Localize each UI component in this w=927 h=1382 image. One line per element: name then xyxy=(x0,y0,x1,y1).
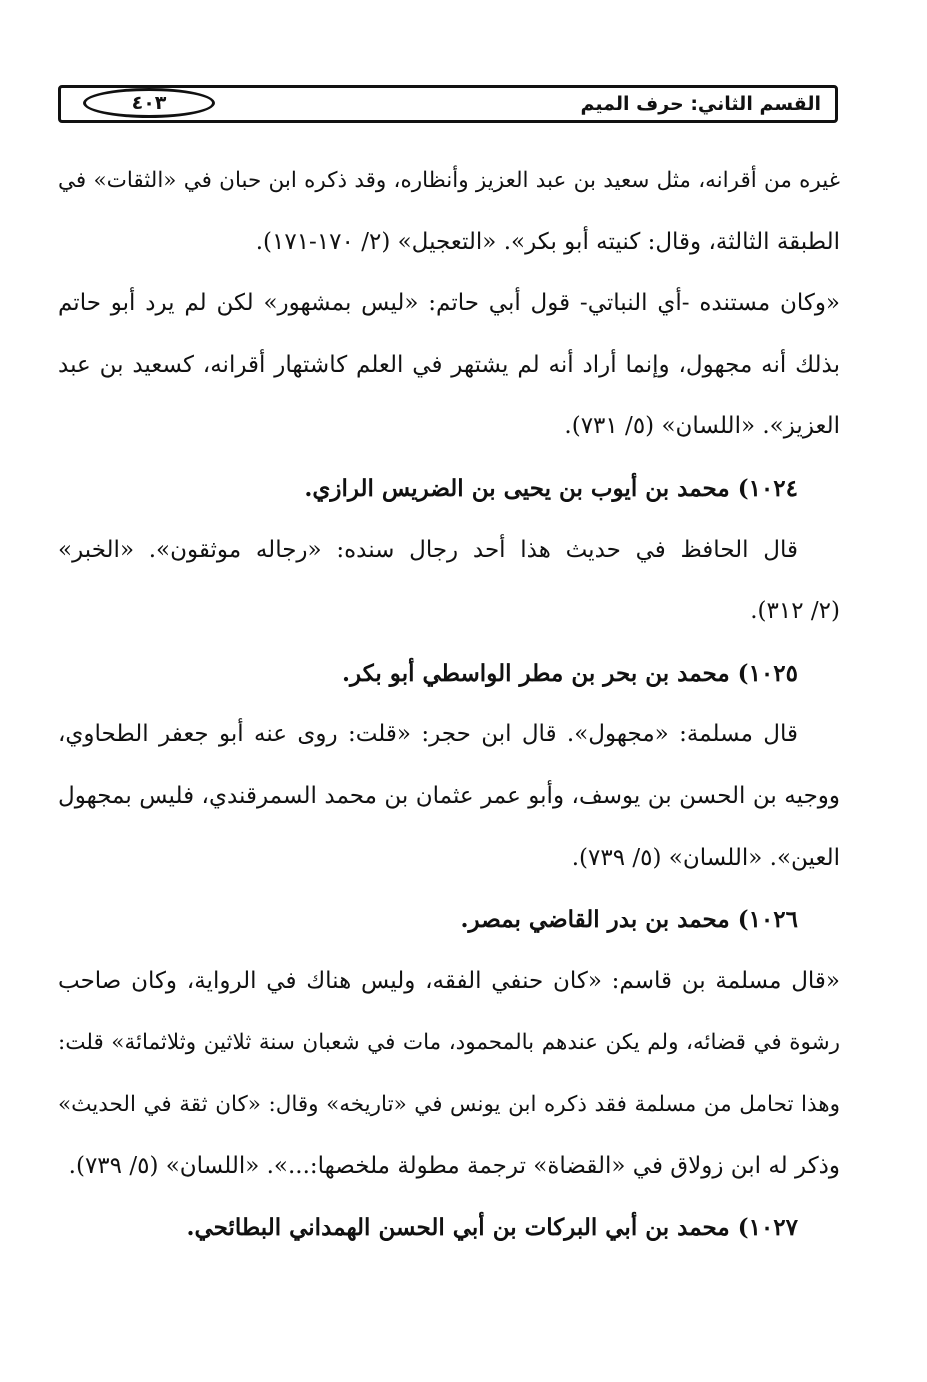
text-line: (٢/ ٣١٢). xyxy=(750,598,840,625)
text-line: «وكان مستنده -أي النباتي- قول أبي حاتم: «ليس بمشهور» لكن لم يرد أبو حاتم xyxy=(58,290,840,317)
text-line: العين». «اللسان» (٥/ ٧٣٩). xyxy=(571,844,840,871)
page-number-badge: ٤٠٣ xyxy=(83,88,215,118)
text-line: غيره من أقرانه، مثل سعيد بن عبد العزيز وأنظاره، وقد ذكره ابن حبان في «الثقات» في xyxy=(58,168,840,193)
text-line: الطبقة الثالثة، وقال: كنيته أبو بكر». «التعجيل» (٢/ ١٧٠-١٧١). xyxy=(255,228,840,255)
text-line: رشوة في قضائه، ولم يكن عندهم بالمحمود، مات في شعبان سنة ثلاثين وثلاثمائة» قلت: xyxy=(58,1030,840,1056)
page-body-text xyxy=(58,150,840,1259)
text-line: ووجيه بن الحسن بن يوسف، وأبو عمر عثمان بن محمد السمرقندي، فليس بمجهول xyxy=(58,782,840,809)
page-header xyxy=(58,85,838,123)
text-line: قال الحافظ في حديث هذا أحد رجال سنده: «رجاله موثقون». «الخبر» xyxy=(58,536,798,563)
text-line: «قال مسلمة بن قاسم: «كان حنفي الفقه، وليس هناك في الرواية، وكان صاحب xyxy=(58,967,840,994)
text-line: قال مسلمة: «مجهول». قال ابن حجر: «قلت: روى عنه أبو جعفر الطحاوي، xyxy=(58,721,798,748)
text-line: وهذا تحامل من مسلمة فقد ذكره ابن يونس في «تاريخه» وقال: «كان ثقة في الحديث» xyxy=(58,1091,840,1117)
entry-heading-1027: ١٠٢٧) محمد بن أبي البركات بن أبي الحسن الهمداني البطائحي. xyxy=(186,1214,798,1242)
text-line: وذكر له ابن زولاق في «القضاة» ترجمة مطولة ملخصها:...». «اللسان» (٥/ ٧٣٩). xyxy=(68,1152,840,1179)
entry-heading-1026: ١٠٢٦) محمد بن بدر القاضي بمصر. xyxy=(460,906,798,934)
entry-heading-1025: ١٠٢٥) محمد بن بحر بن مطر الواسطي أبو بكر. xyxy=(342,659,798,687)
section-title: القسم الثاني: حرف الميم xyxy=(580,93,821,115)
text-line: بذلك أنه مجهول، وإنما أراد أنه لم يشتهر في العلم كاشتهار أقرانه، كسعيد بن عبد xyxy=(58,351,840,378)
entry-heading-1024: ١٠٢٤) محمد بن أيوب بن يحيى بن الضريس الرازي. xyxy=(304,474,798,502)
text-line: العزيز». «اللسان» (٥/ ٧٣١). xyxy=(564,413,840,440)
